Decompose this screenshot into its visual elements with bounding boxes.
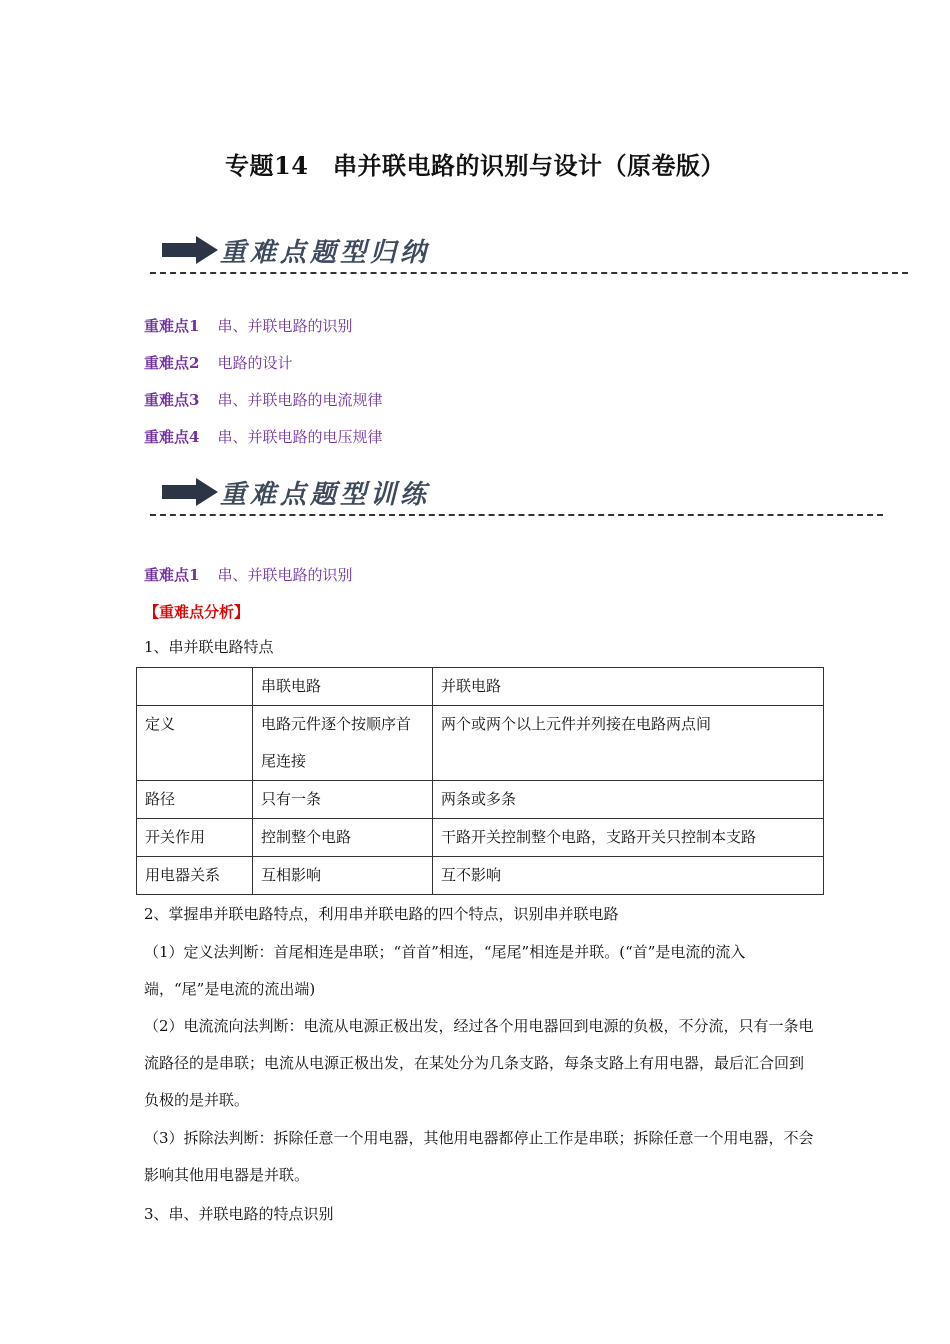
page-title: 专题14 串并联电路的识别与设计（原卷版） [225,151,725,180]
table-cell: 只有一条 [253,781,433,819]
toc-item-3[interactable]: 重难点3 串、并联电路的电流规律 [144,391,383,409]
table-row [137,706,824,781]
item-heading-3: 3、串、并联电路的特点识别 [144,1205,334,1223]
dashed-divider [150,514,883,516]
table-cell: 互相影响 [253,857,433,895]
paragraph-current-flow-method: （2）电流流向法判断：电流从电源正极出发，经过各个用电器回到电源的负极，不分流，只有一条电流路径的是串联；电流从电源正极出发，在某处分为几条支路，每条支路上有用电器，最后汇合回到负极的是并联。 [144,1017,814,1109]
table-cell: 路径 [137,781,253,819]
table-cell: 并联电路 [433,668,824,706]
arrow-icon [162,478,218,506]
table-cell: 串联电路 [253,668,433,706]
table-cell: 干路开关控制整个电路，支路开关只控制本支路 [433,819,824,857]
table-cell: 用电器关系 [137,857,253,895]
table-row [137,781,824,819]
table-cell [137,668,253,706]
arrow-icon [162,236,218,264]
table-cell: 两个或两个以上元件并列接在电路两点间 [433,706,824,781]
table-cell: 电路元件逐个按顺序首尾连接 [253,706,433,781]
table-cell: 控制整个电路 [253,819,433,857]
comparison-table [136,667,824,895]
dashed-divider [150,272,908,274]
table-row [137,668,824,706]
section-banner-summary [150,226,910,278]
paragraph-removal-method: （3）拆除法判断：拆除任意一个用电器，其他用电器都停止工作是串联；拆除任意一个用电器，不会影响其他用电器是并联。 [144,1129,814,1184]
paragraph-definition-method: （1）定义法判断：首尾相连是串联；“首首”相连，“尾尾”相连是并联。(“首”是电流的流入端，“尾”是电流的流出端) [144,943,746,998]
item-heading-1: 1、串并联电路特点 [144,638,274,656]
toc-item-1[interactable]: 重难点1 串、并联电路的识别 [144,317,353,335]
toc-item-4[interactable]: 重难点4 串、并联电路的电压规律 [144,428,383,446]
section-banner-training [150,468,885,520]
toc-item-2[interactable]: 重难点2 电路的设计 [144,354,293,372]
table-row [137,857,824,895]
table-cell: 互不影响 [433,857,824,895]
analysis-label: 【重难点分析】 [144,603,250,621]
banner-title: 重难点题型训练 [220,480,431,510]
table-cell: 定义 [137,706,253,781]
banner-title: 重难点题型归纳 [220,238,431,268]
table-cell: 两条或多条 [433,781,824,819]
table-cell: 开关作用 [137,819,253,857]
section-heading: 重难点1 串、并联电路的识别 [144,566,353,584]
item-heading-2: 2、掌握串并联电路特点，利用串并联电路的四个特点，识别串并联电路 [144,905,619,923]
table-row [137,819,824,857]
